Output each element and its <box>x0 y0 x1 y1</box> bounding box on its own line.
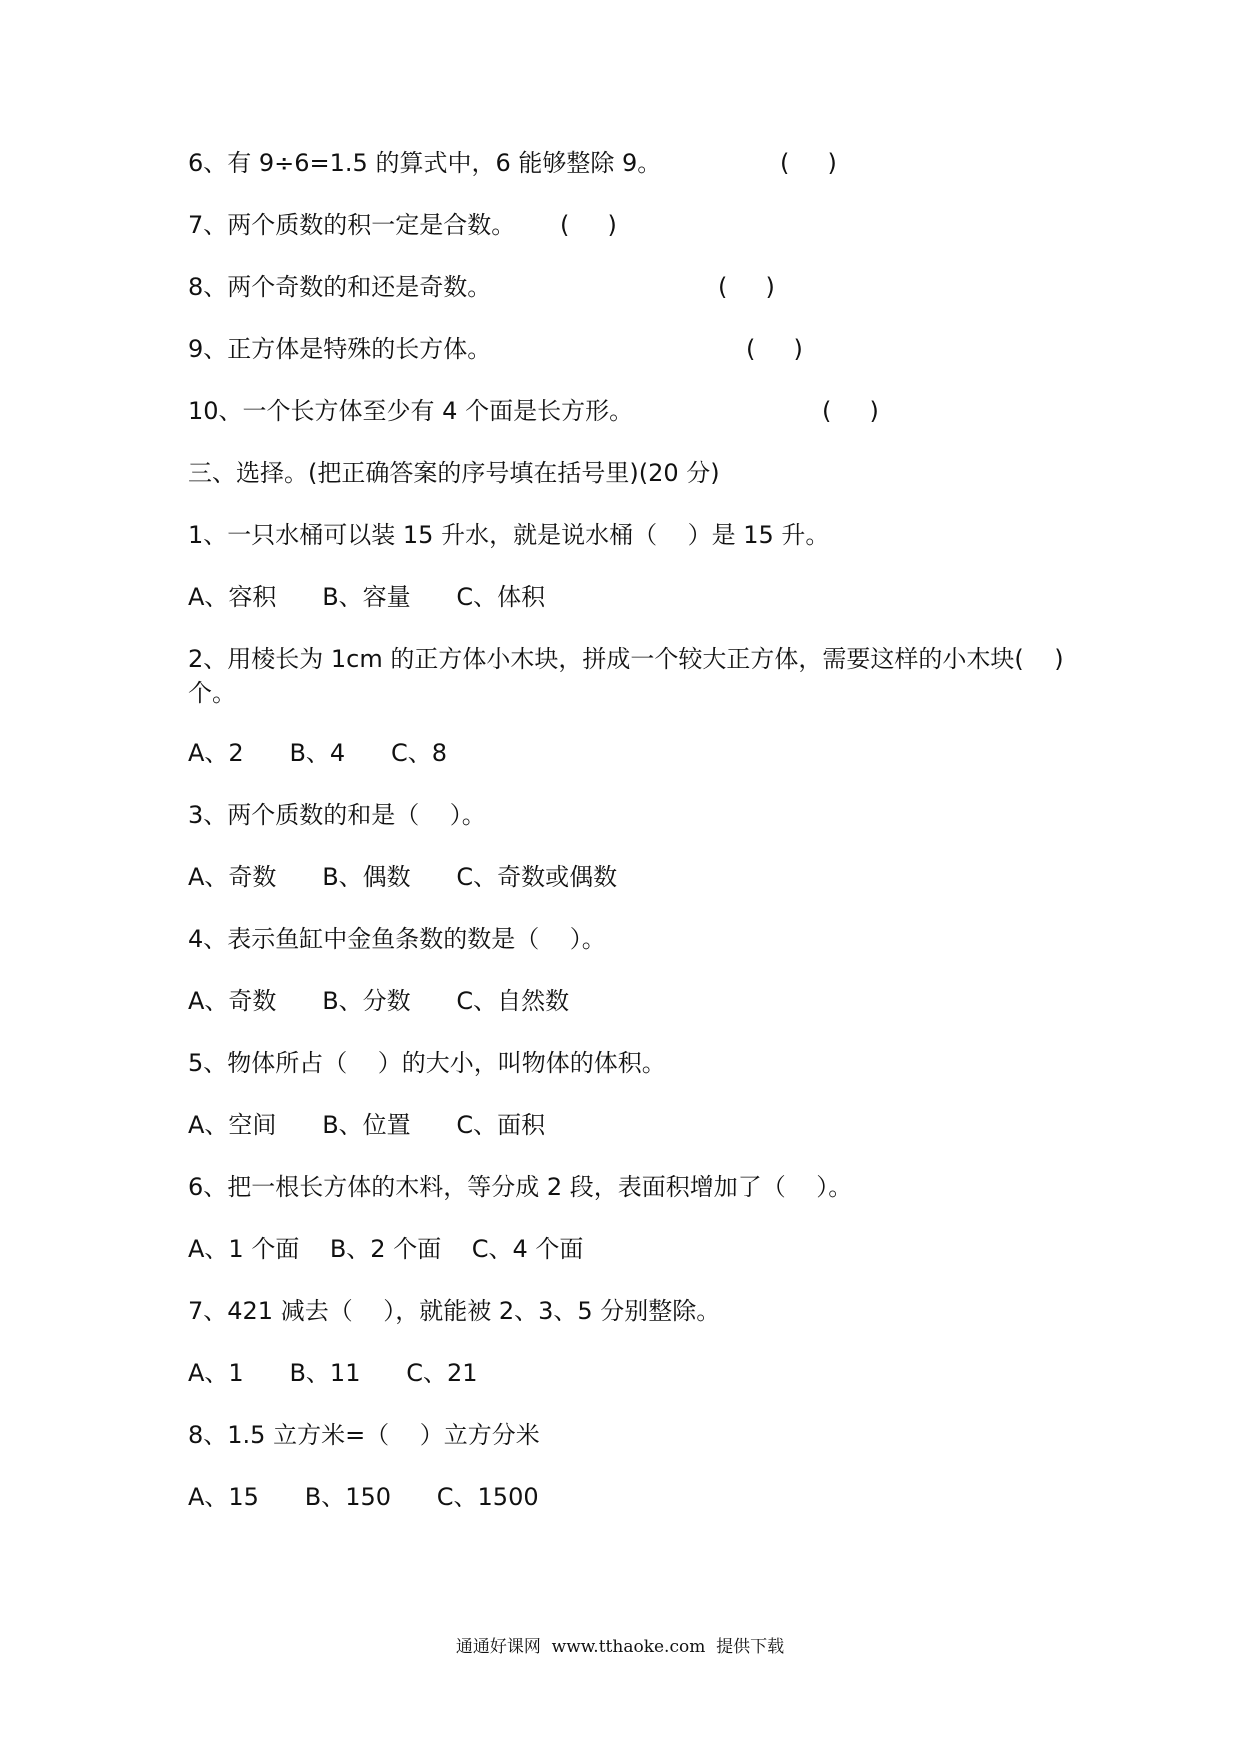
choice-options-7: A、1 B、11 C、21 <box>188 1359 478 1387</box>
choice-question-2-cont: 个。 <box>188 679 236 707</box>
judge-item-8: 8、两个奇数的和还是奇数。 <box>188 273 492 301</box>
answer-blank-10: ( ) <box>822 397 879 425</box>
judge-item-10: 10、一个长方体至少有 4 个面是长方形。 <box>188 397 634 425</box>
answer-blank-8: ( ) <box>718 273 775 301</box>
choice-options-4: A、奇数 B、分数 C、自然数 <box>188 987 570 1015</box>
judge-item-7: 7、两个质数的积一定是合数。 <box>188 211 516 239</box>
judge-item-6: 6、有 9÷6=1.5 的算式中，6 能够整除 9。 <box>188 149 662 177</box>
choice-options-1: A、容积 B、容量 C、体积 <box>188 583 546 611</box>
section-3-title: 三、选择。(把正确答案的序号填在括号里)(20 分) <box>188 459 720 487</box>
page-footer: 通通好课网 www.tthaoke.com 提供下载 <box>455 1637 785 1657</box>
answer-blank-9: ( ) <box>746 335 803 363</box>
choice-question-1: 1、一只水桶可以装 15 升水，就是说水桶（ ）是 15 升。 <box>188 521 830 549</box>
choice-options-5: A、空间 B、位置 C、面积 <box>188 1111 546 1139</box>
answer-blank-6: ( ) <box>780 149 837 177</box>
choice-options-2: A、2 B、4 C、8 <box>188 739 447 767</box>
choice-question-4: 4、表示鱼缸中金鱼条数的数是（ ）。 <box>188 925 606 953</box>
choice-options-8: A、15 B、150 C、1500 <box>188 1483 539 1511</box>
choice-question-6: 6、把一根长方体的木料，等分成 2 段，表面积增加了（ ）。 <box>188 1173 853 1201</box>
answer-blank-7: ( ) <box>560 211 617 239</box>
choice-options-3: A、奇数 B、偶数 C、奇数或偶数 <box>188 863 618 891</box>
choice-question-7: 7、421 减去（ ），就能被 2、3、5 分别整除。 <box>188 1297 721 1325</box>
choice-options-6: A、1 个面 B、2 个面 C、4 个面 <box>188 1235 584 1263</box>
choice-question-8: 8、1.5 立方米=（ ）立方分米 <box>188 1421 540 1449</box>
choice-question-5: 5、物体所占（ ）的大小，叫物体的体积。 <box>188 1049 666 1077</box>
judge-item-9: 9、正方体是特殊的长方体。 <box>188 335 492 363</box>
choice-question-3: 3、两个质数的和是（ ）。 <box>188 801 486 829</box>
choice-question-2: 2、用棱长为 1cm 的正方体小木块，拼成一个较大正方体，需要这样的小木块( ) <box>188 645 1064 673</box>
